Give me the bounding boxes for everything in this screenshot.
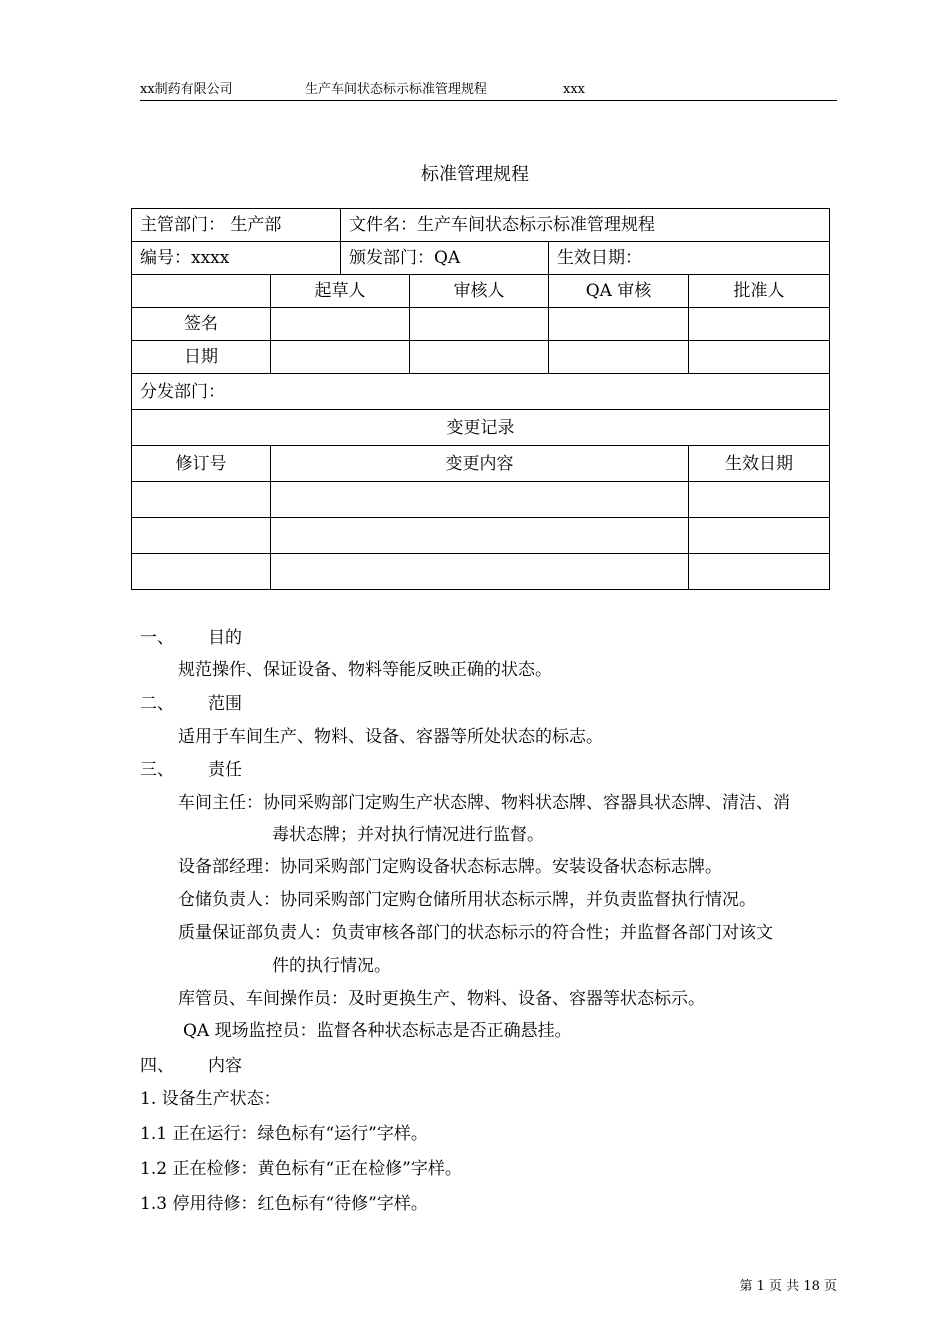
table-row — [132, 518, 830, 554]
responsibility-qa-head-cont: 件的执行情况。 — [272, 956, 391, 976]
date-cell — [689, 341, 830, 374]
section-1-title: 目的 — [208, 628, 242, 648]
empty-cell — [132, 275, 271, 308]
change-cell — [132, 518, 271, 554]
table-row — [132, 482, 830, 518]
table-row — [132, 374, 830, 410]
change-cell — [132, 554, 271, 590]
table-row — [132, 308, 830, 341]
sign-cell — [549, 308, 689, 341]
responsibility-qa-monitor: QA 现场监控员：监督各种状态标志是否正确悬挂。 — [183, 1021, 572, 1041]
distribution-cell: 分发部门： — [132, 374, 830, 410]
date-cell — [549, 341, 689, 374]
role-reviewer: 审核人 — [410, 275, 549, 308]
content-item-1-1: 1.1 正在运行：绿色标有“运行”字样。 — [140, 1124, 428, 1144]
table-row — [132, 341, 830, 374]
date-cell — [410, 341, 549, 374]
content-item-1-3: 1.3 停用待修：红色标有“待修”字样。 — [140, 1194, 428, 1214]
file-name-cell: 文件名：生产车间状态标示标准管理规程 — [341, 209, 830, 242]
section-2-title: 范围 — [208, 694, 242, 714]
table-row — [132, 242, 830, 275]
sign-label: 签名 — [132, 308, 271, 341]
change-header-revision: 修订号 — [132, 446, 271, 482]
section-2-body: 适用于车间生产、物料、设备、容器等所处状态的标志。 — [178, 727, 603, 747]
issue-dept-cell: 颁发部门：QA — [341, 242, 549, 275]
role-qa-reviewer: QA 审核 — [549, 275, 689, 308]
change-cell — [689, 518, 830, 554]
change-header-date: 生效日期 — [689, 446, 830, 482]
role-drafter: 起草人 — [271, 275, 410, 308]
header-company: xx制药有限公司 — [140, 82, 233, 97]
section-3-title: 责任 — [208, 760, 242, 780]
change-cell — [271, 554, 689, 590]
table-row — [132, 554, 830, 590]
table-row — [132, 446, 830, 482]
number-cell: 编号：xxxx — [132, 242, 341, 275]
table-row — [132, 410, 830, 446]
section-1-number: 一、 — [140, 628, 174, 648]
header-rule — [140, 100, 837, 101]
responsibility-equipment-manager: 设备部经理：协同采购部门定购设备状态标志牌。安装设备状态标志牌。 — [178, 857, 722, 877]
dept-cell — [132, 209, 341, 242]
document-info-table — [131, 208, 830, 590]
header-code: xxx — [563, 82, 585, 97]
sign-cell — [410, 308, 549, 341]
change-cell — [271, 518, 689, 554]
dept-value: 生产部 — [230, 215, 282, 235]
change-header-content: 变更内容 — [271, 446, 689, 482]
date-label: 日期 — [132, 341, 271, 374]
content-item-1: 1. 设备生产状态： — [140, 1089, 281, 1109]
responsibility-qa-head: 质量保证部负责人：负责审核各部门的状态标示的符合性；并监督各部门对该文 — [178, 923, 773, 943]
page-number: 第 1 页 共 18 页 — [739, 1279, 837, 1294]
change-cell — [689, 482, 830, 518]
table-row — [132, 209, 830, 242]
responsibility-workshop-director-cont: 毒状态牌；并对执行情况进行监督。 — [272, 825, 544, 845]
responsibility-operators: 库管员、车间操作员：及时更换生产、物料、设备、容器等状态标示。 — [178, 989, 705, 1009]
effective-date-cell: 生效日期： — [549, 242, 830, 275]
role-approver: 批准人 — [689, 275, 830, 308]
sign-cell — [271, 308, 410, 341]
date-cell — [271, 341, 410, 374]
section-4-title: 内容 — [208, 1056, 242, 1076]
content-item-1-2: 1.2 正在检修：黄色标有“正在检修”字样。 — [140, 1159, 462, 1179]
responsibility-workshop-director: 车间主任：协同采购部门定购生产状态牌、物料状态牌、容器具状态牌、清洁、消 — [178, 793, 790, 813]
responsibility-warehouse-head: 仓储负责人：协同采购部门定购仓储所用状态标示牌，并负责监督执行情况。 — [178, 890, 756, 910]
change-cell — [271, 482, 689, 518]
header-doc-name: 生产车间状态标示标准管理规程 — [305, 82, 488, 97]
change-record-title: 变更记录 — [132, 410, 830, 446]
sign-cell — [689, 308, 830, 341]
section-1-body: 规范操作、保证设备、物料等能反映正确的状态。 — [178, 660, 552, 680]
section-4-number: 四、 — [140, 1056, 174, 1076]
dept-label: 主管部门： — [140, 215, 225, 235]
table-row — [132, 275, 830, 308]
change-cell — [132, 482, 271, 518]
change-cell — [689, 554, 830, 590]
page-title: 标准管理规程 — [421, 164, 529, 185]
section-3-number: 三、 — [140, 760, 174, 780]
section-2-number: 二、 — [140, 694, 174, 714]
